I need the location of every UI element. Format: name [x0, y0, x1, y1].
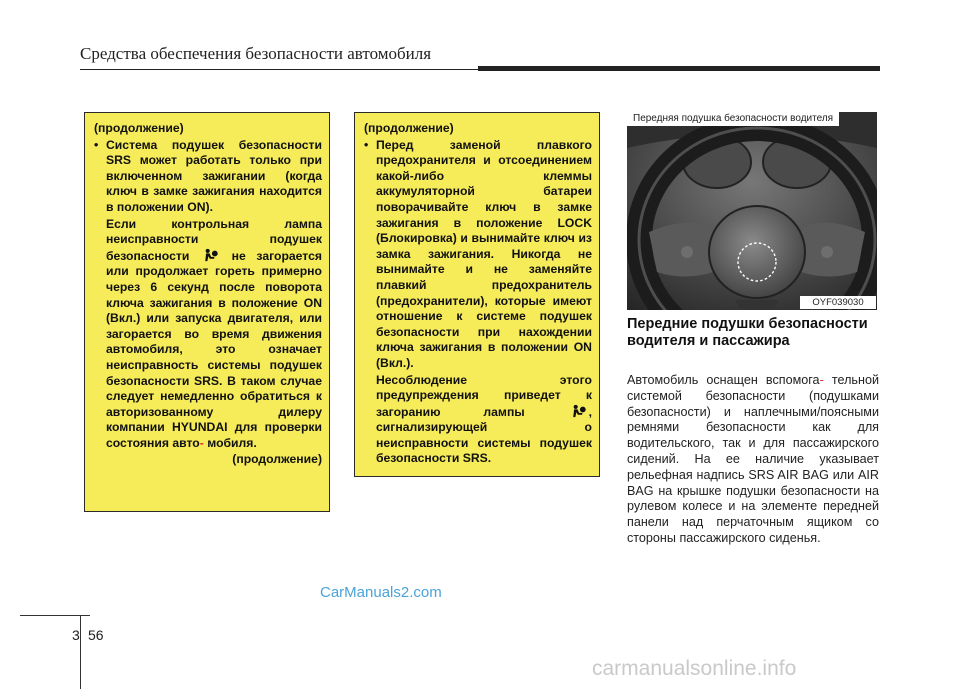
- watermark-link[interactable]: CarManuals2.com: [320, 584, 442, 601]
- lamp-text-pre: Несоблюдение этого предупреждения приведет к загоранию лампы: [376, 372, 592, 419]
- bullet-body: [106, 138, 322, 468]
- lamp-text-post: , сигнализирующей о неисправности системы подушек безопасности SRS.: [376, 404, 592, 466]
- chapter-number: 3: [72, 627, 80, 643]
- warning-box-middle: [354, 112, 600, 477]
- hyphen-mark: -: [199, 435, 204, 450]
- warning-paragraph: Система подушек безопасности SRS может работать только при включенном зажигании (когда ключ в замке зажигания находится в положении ON).: [106, 137, 322, 214]
- lamp-text-end: мобиля.: [207, 435, 257, 450]
- warning-paragraph-lamp: [106, 217, 322, 452]
- page-header-title: Средства обеспечения безопасности автомобиля: [80, 44, 432, 63]
- steering-wheel-illustration: [627, 112, 877, 310]
- warning-paragraph: Перед заменой плавкого предохранителя и отсоединением какой-либо клеммы аккумуляторной батареи поворачивайте ключ в замке зажигания в положение LOCK (Блокировка) и вынимайте ключ из замка зажигания. Никогда не вынимайте и не заменяйте плавкий предохранитель (предохранители), которые имеют отношение к системе подушек безопасности при нахождении ключа зажигания в положении ON (Вкл.).: [376, 137, 592, 370]
- body-part-a: Автомобиль оснащен вспомога: [627, 373, 820, 387]
- lamp-text-pre: Если контрольная лампа неисправности подушек безопасности: [106, 216, 322, 263]
- bullet-mark: •: [364, 137, 369, 152]
- continued-label-top: (продолжение): [364, 121, 454, 135]
- page-number: 56: [88, 627, 104, 643]
- site-watermark: carmanualsonline.info: [592, 657, 797, 680]
- lamp-text-post: не загорается или продолжает гореть примерно через 6 секунд после поворота ключа зажигания в положение ON (Вкл.) или запуска двигателя, или загорается во время движения автомобиля, это означает неисправность системы подушек безопасности SRS. В таком случае следует немедленно обратиться к авторизованному дилеру компании HYUNDAI для проверки состояния авто: [106, 248, 322, 450]
- airbag-warning-icon: [203, 248, 218, 262]
- hyphen-mark: -: [819, 373, 824, 387]
- steering-wheel-photo: [627, 112, 877, 310]
- section-body: [627, 373, 879, 547]
- footer-rule-vertical: [80, 615, 81, 689]
- header-rule-accent: [478, 66, 880, 71]
- photo-caption: Передняя подушка безопасности водителя: [627, 112, 839, 126]
- continued-label-top: (продолжение): [94, 121, 184, 135]
- body-part-b: тельной системой безопасности (подушками безопасности) и наплечными/поясными ремнями безопасности как для водительского, так и для пассажирского сидений. На ее наличие указывает рельефная надпись SRS AIR BAG или AIR BAG на крышке подушки безопасности на рулевом колесе и на элементе передней панели над перчаточным ящиком со стороны пассажирского сиденья.: [627, 373, 879, 545]
- continued-label-bottom: (продолжение): [232, 452, 322, 467]
- warning-bullet: [364, 138, 592, 467]
- airbag-warning-icon: [571, 404, 586, 418]
- warning-paragraph-lamp: [376, 373, 592, 468]
- bullet-body: [376, 138, 592, 467]
- bullet-mark: •: [94, 137, 99, 152]
- warning-box-left: [84, 112, 330, 512]
- warning-bullet: [94, 138, 322, 468]
- section-title: Передние подушки безопасности водителя и пассажира: [627, 316, 868, 349]
- photo-code: OYF039030: [800, 296, 876, 309]
